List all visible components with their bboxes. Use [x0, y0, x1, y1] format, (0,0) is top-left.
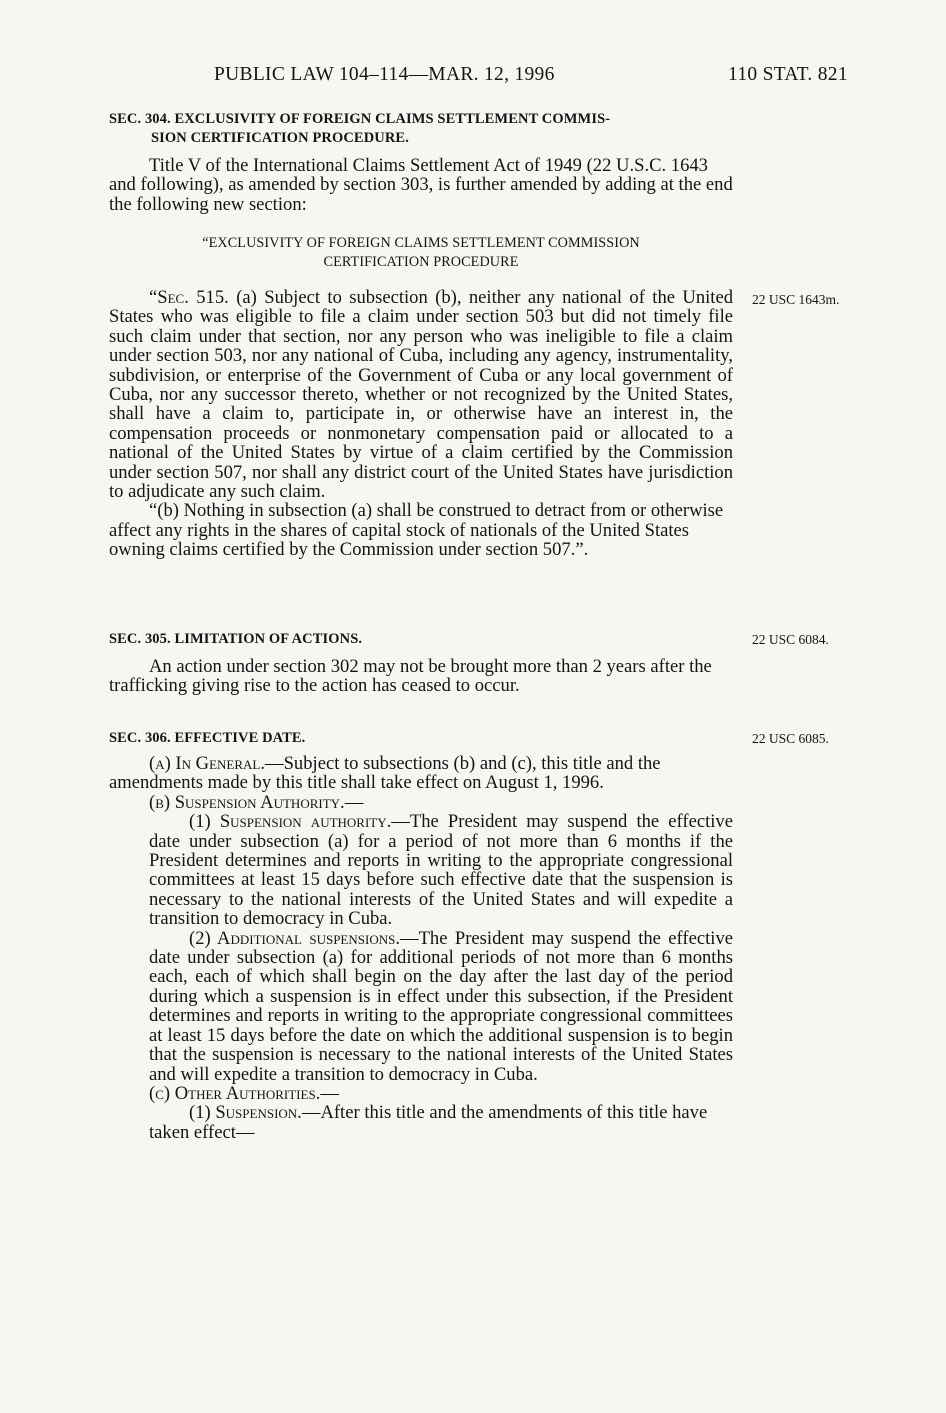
subsection-a-label: (a) In General.: [149, 753, 265, 774]
subsection-c-label: (c) Other Authorities.—: [149, 1082, 339, 1104]
section-304-heading-line1: SEC. 304. EXCLUSIVITY OF FOREIGN CLAIMS SETTLEMENT COMMIS-: [109, 111, 611, 127]
running-header-title: PUBLIC LAW 104–114—MAR. 12, 1996: [214, 64, 555, 85]
paragraph-b2: [149, 929, 733, 1084]
subsection-c-paragraphs: [109, 1103, 733, 1142]
section-306-subsection-c-heading: [109, 1084, 733, 1103]
statute-page-number: 110 STAT. 821: [728, 64, 848, 85]
paragraph-c1: [149, 1103, 733, 1142]
margin-note-6084: 22 USC 6084.: [752, 632, 829, 647]
paragraph-b2-text: —The President may suspend the effective date under subsection (a) for additional periods of not more than 6 months each, each of which shall begin on the day after the last day of the period during which a suspension is in effect under this subsection, if the President determines and reports in writing to the appropriate congressional committees at least 15 days before the date on which the additional suspension is to begin that the suspension is necessary to the national interests of the United States and will expedite a transition to democracy in Cuba.: [149, 927, 733, 1085]
inserted-section-title: [109, 234, 733, 272]
subsection-b-label: (b) Suspension Authority.—: [149, 791, 364, 813]
section-305-text: An action under section 302 may not be brought more than 2 years after the trafficking giving rise to the action has ceased to occur.: [109, 656, 712, 697]
subsection-a-text: —Subject to subsections (b) and (c), this title and the amendments made by this title shall take effect on August 1, 1996.: [109, 753, 661, 794]
section-304-intro-text: Title V of the International Claims Settlement Act of 1949 (22 U.S.C. 1643 and following), as amended by section 303, is further amended by adding at the end the following new section:: [109, 155, 733, 215]
paragraph-b1: [149, 812, 733, 928]
paragraph-b1-label: (1) Suspension authority.: [189, 811, 392, 833]
paragraph-c1-text: —After this title and the amendments of this title have taken effect—: [149, 1102, 708, 1143]
section-304-heading: [109, 110, 733, 148]
section-306-subsection-b-heading: [109, 793, 733, 812]
section-515-subsection-a: [109, 288, 733, 501]
section-306-body: [109, 754, 733, 1142]
section-304-intro: [109, 156, 733, 214]
section-515-body: [109, 288, 733, 560]
section-305-heading: SEC. 305. LIMITATION OF ACTIONS.: [109, 631, 363, 647]
inserted-title-line2: CERTIFICATION PROCEDURE: [323, 254, 519, 270]
section-515-lead: “Sec. 515.: [149, 287, 229, 308]
margin-note-6085: 22 USC 6085.: [752, 731, 829, 746]
section-515-subsection-b: “(b) Nothing in subsection (a) shall be construed to detract from or otherwise affect any rights in the shares of capital stock of nationals of the United States owning claims certified by the Commission under section 507.”.: [109, 500, 724, 561]
section-306-heading: SEC. 306. EFFECTIVE DATE.: [109, 730, 306, 746]
section-304-heading-line2: SION CERTIFICATION PROCEDURE.: [151, 130, 409, 146]
paragraph-c1-label: (1) Suspension.: [189, 1102, 302, 1124]
section-515-a-text: (a) Subject to subsection (b), neither any national of the United States who was eligible to file a claim under section 503 but did not timely file such claim under that section, nor any person who was ineligible to file a claim under section 503, nor any national of Cuba, including any agency, instrumentality, subdivision, or enterprise of the Government of Cuba or any local government of Cuba, nor any successor thereto, whether or not recognized by the United States, shall have a claim to, participate in, or otherwise have an interest in, the compensation proceeds or nonmonetary compensation paid or allocated to a national of the United States by virtue of a claim certified by the Commission under section 507, nor shall any district court of the United States have jurisdiction to adjudicate any such claim.: [109, 287, 734, 503]
margin-note-1643m: 22 USC 1643m.: [752, 292, 840, 307]
paragraph-b2-label: (2) Additional suspensions.: [189, 927, 400, 949]
section-305-body: [109, 657, 733, 696]
inserted-title-line1: “EXCLUSIVITY OF FOREIGN CLAIMS SETTLEMENT COMMISSION: [202, 235, 640, 251]
subsection-b-paragraphs: [109, 812, 733, 1084]
section-306-subsection-a: [109, 754, 733, 793]
paragraph-b1-text: —The President may suspend the effective date under subsection (a) for a period of not more than 6 months if the President determines and reports in writing to the appropriate congressional committees at least 15 days before such effective date that the suspension is necessary to the national interests of the United States and will expedite a transition to democracy in Cuba.: [149, 811, 733, 930]
